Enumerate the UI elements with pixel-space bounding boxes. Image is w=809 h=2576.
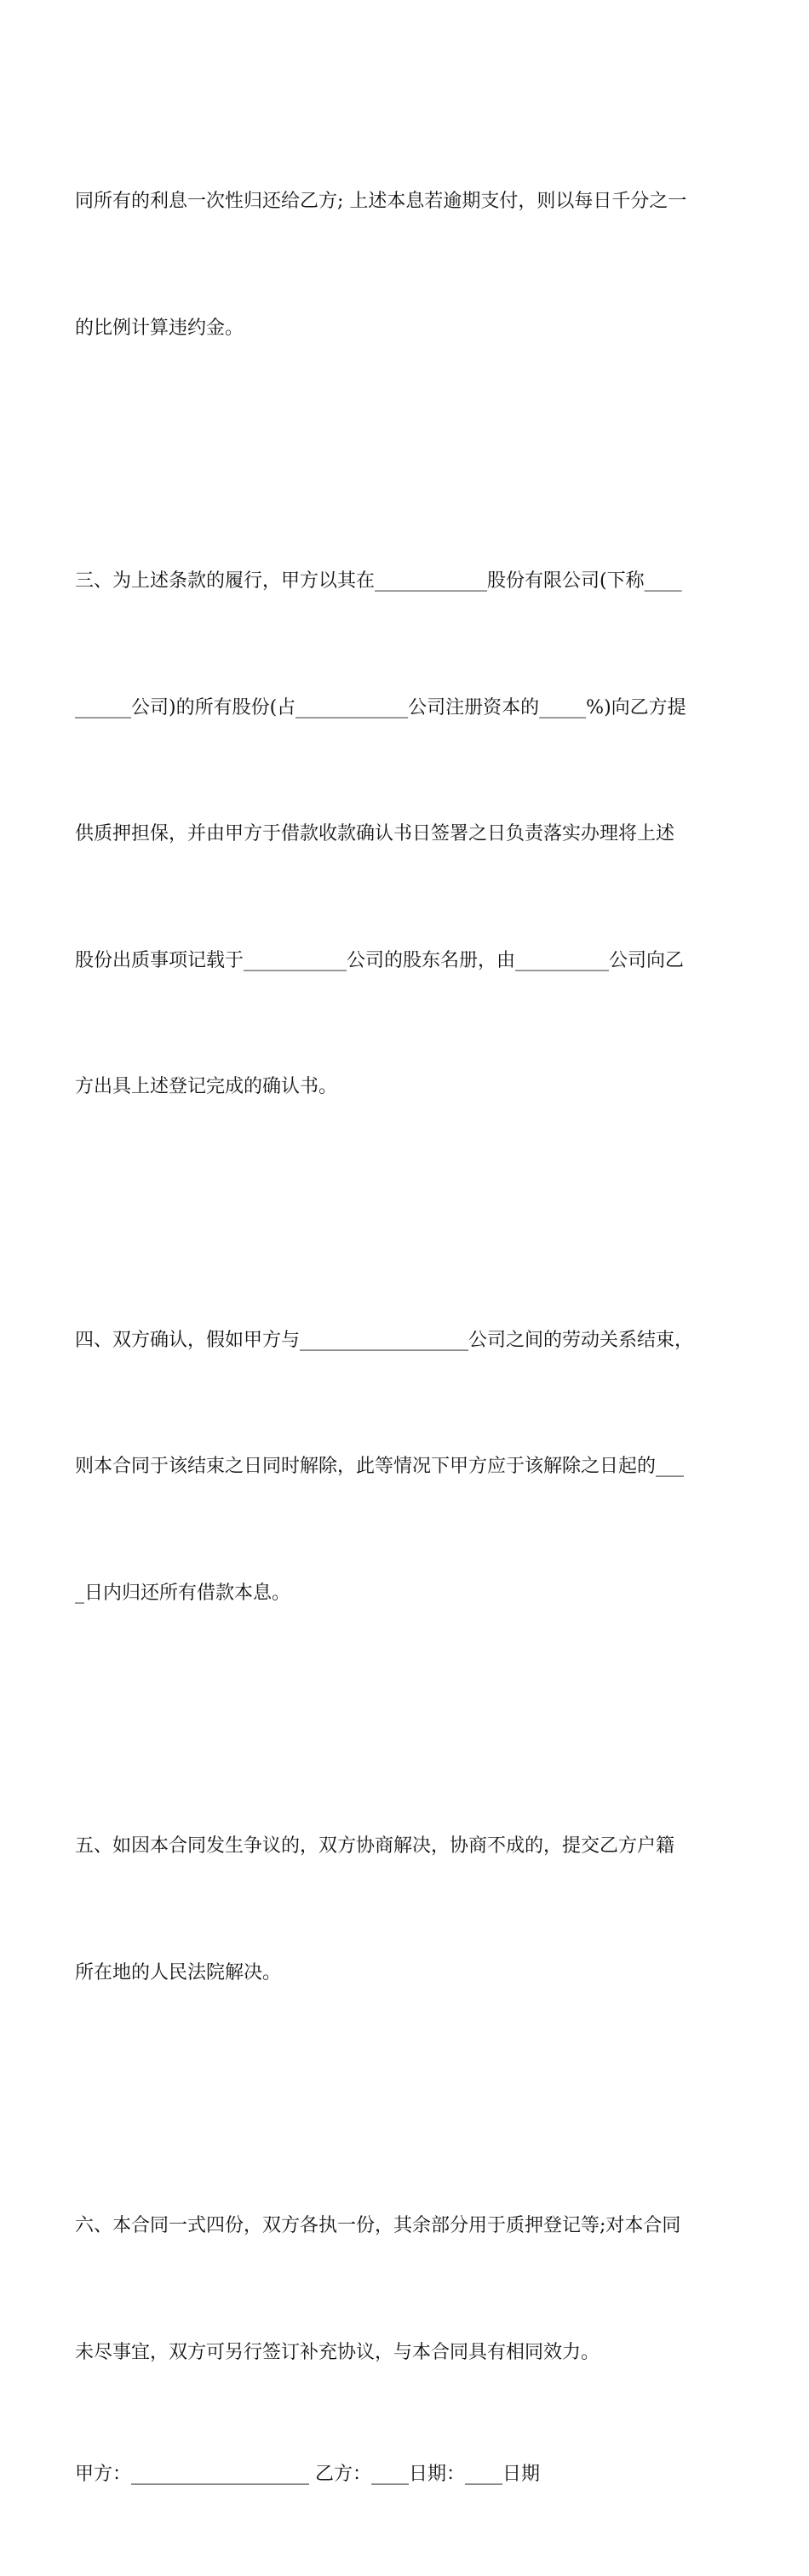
text-line: 未尽事宜，双方可另行签订补充协议，与本合同具有相同效力。	[75, 2341, 600, 2363]
text-line: 供质押担保，并由甲方于借款收款确认书日签署之日负责落实办理将上述	[75, 823, 675, 844]
text-line: 五、如因本合同发生争议的，双方协商解决，协商不成的，提交乙方户籍	[75, 1835, 675, 1857]
text-line: 三、为上述条款的履行，甲方以其在____________股份有限公司(下称____	[75, 570, 682, 592]
text-line: 方出具上述登记完成的确认书。	[75, 1076, 338, 1097]
signature-line: 甲方：___________________ 乙方：____日期：____日期	[75, 2464, 540, 2485]
paragraph-gap	[75, 2078, 748, 2121]
text-line: 同所有的利息一次性归还给乙方; 上述本息若逾期支付，则以每日千分之一	[75, 191, 687, 212]
text-line: 股份出质事项记载于___________公司的股东名册，由__________公司向乙	[75, 949, 685, 971]
text-line: 六、本合同一式四份，双方各执一份，其余部分用于质押登记等;对本合同	[75, 2215, 681, 2236]
document-page	[75, 96, 748, 2576]
text-line: ______公司)的所有股份(占____________公司注册资本的_____%)向乙方提	[75, 696, 686, 718]
text-line: _日内归还所有借款本息。	[75, 1582, 291, 1604]
paragraph-gap	[75, 1698, 748, 1741]
paragraph-clause-5	[75, 1741, 748, 2078]
paragraph-gap	[75, 1193, 748, 1235]
text-line: 四、双方确认，假如甲方与__________________公司之间的劳动关系结束，	[75, 1329, 694, 1351]
paragraph-clause-4	[75, 1235, 748, 1699]
paragraph-gap	[75, 433, 748, 476]
text-line: 所在地的人民法院解决。	[75, 1961, 282, 1984]
paragraph-clause-3	[75, 476, 748, 1193]
paragraph-clause-6	[75, 2121, 748, 2576]
paragraph-interest-continuation	[75, 96, 748, 433]
text-line: 则本合同于该结束之日同时解除，此等情况下甲方应于该解除之日起的___	[75, 1456, 685, 1477]
text-line: 的比例计算违约金。	[75, 317, 244, 339]
